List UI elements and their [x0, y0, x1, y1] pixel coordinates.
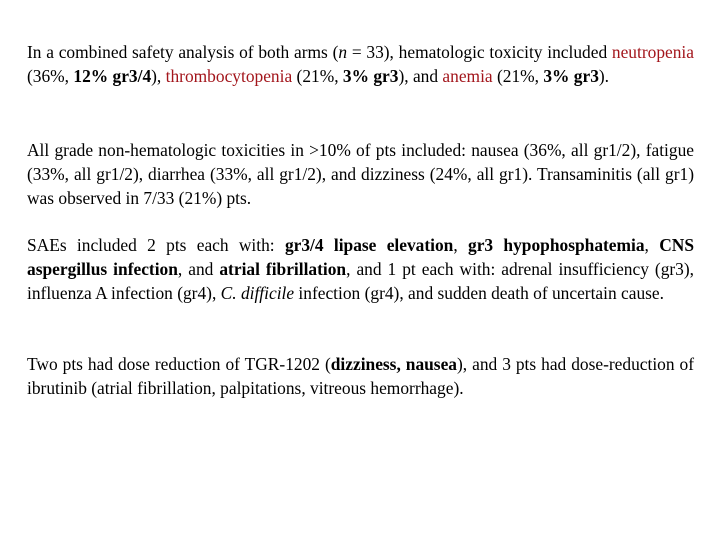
text-run: , and 1 pt each with: adrenal insufficiency (gr3), influenza A infection (gr4), — [27, 259, 695, 303]
text-run: All grade non-hematologic toxicities in >10% of pts included: nausea (36%, all gr1/2), fatigue (33%, all gr1/2), diarrhea (33%, all gr1/2), and dizziness (24%, all gr1). Transaminitis (all gr1) was observed in 7/33 (21%) pts. — [27, 140, 694, 208]
text-run: In a combined safety analysis of both arms ( — [27, 42, 339, 62]
text-run: ), — [151, 66, 166, 86]
dose-reduction-paragraph — [27, 352, 694, 400]
n-italic: n — [338, 42, 348, 62]
hypophosphatemia-term: gr3 hypophosphatemia — [468, 235, 645, 255]
text-run: (21%, — [492, 66, 544, 86]
text-run: ). — [598, 66, 610, 86]
anemia-grade: 3% gr3 — [543, 66, 599, 86]
text-run: SAEs included 2 pts each with: — [27, 235, 285, 255]
sae-paragraph — [27, 233, 694, 305]
neutropenia-term: neutropenia — [611, 42, 694, 62]
non-hematologic-toxicity-paragraph — [27, 138, 694, 210]
lipase-elevation-term: gr3/4 lipase elevation — [284, 235, 454, 255]
text-run: infection (gr4), and sudden death of uncertain cause. — [294, 283, 664, 303]
neutropenia-grade: 12% gr3/4 — [73, 66, 152, 86]
text-run: , and — [177, 259, 220, 279]
thrombocytopenia-grade: 3% gr3 — [342, 66, 399, 86]
text-run: ), and — [398, 66, 443, 86]
atrial-fibrillation-term: atrial fibrillation — [219, 259, 347, 279]
dose-reduction-reasons: dizziness, nausea — [330, 354, 457, 374]
thrombocytopenia-term: thrombocytopenia — [165, 66, 293, 86]
text-run: (21%, — [292, 66, 343, 86]
anemia-term: anemia — [442, 66, 493, 86]
text-run: Two pts had dose reduction of TGR-1202 ( — [27, 354, 331, 374]
text-run: , — [644, 235, 660, 255]
text-run: = 33), hematologic toxicity included — [347, 42, 612, 62]
text-run: , — [453, 235, 469, 255]
c-difficile-term: C. difficile — [220, 283, 295, 303]
cns-aspergillus-term: CNS aspergillus infection — [27, 235, 694, 279]
hematologic-toxicity-paragraph — [27, 40, 694, 88]
text-run: (36%, — [27, 66, 74, 86]
text-run: ), and 3 pts had dose-reduction of ibrutinib (atrial fibrillation, palpitations, vitreous hemorrhage). — [27, 354, 695, 398]
